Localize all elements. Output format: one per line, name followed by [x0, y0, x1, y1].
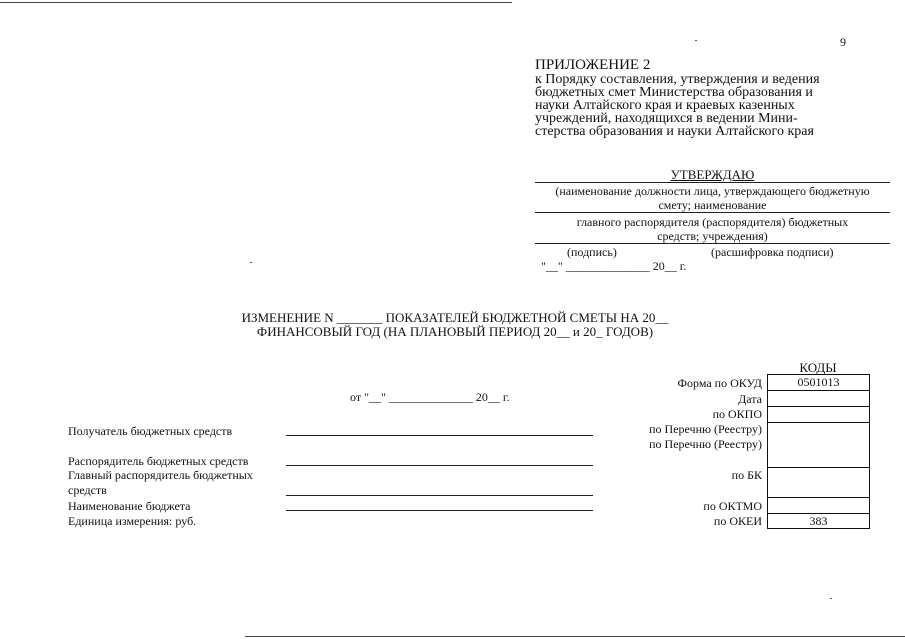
- appendix-line: к Порядку составления, утверждения и ведения: [535, 72, 820, 87]
- approval-caption: главного распорядителя (распорядителя) бюджетных: [576, 215, 849, 229]
- approval-rule: [535, 243, 890, 244]
- approval-rule: [535, 212, 890, 213]
- label-oktmo: по ОКТМО: [703, 499, 762, 513]
- label-recipient: Получатель бюджетных средств: [68, 424, 233, 438]
- approval-heading: УТВЕРЖДАЮ: [670, 167, 755, 182]
- approval-caption: средств; учреждения): [657, 229, 768, 243]
- appendix-title: ПРИЛОЖЕНИЕ 2: [535, 57, 651, 73]
- form-title-line1: ИЗМЕНЕНИЕ N _______ ПОКАЗАТЕЛЕЙ БЮДЖЕТНОЙ СМЕТЫ НА 20__: [241, 310, 669, 325]
- label-date: Дата: [738, 392, 762, 406]
- bottom-edge-line: [245, 636, 905, 637]
- code-oktmo[interactable]: [767, 497, 870, 513]
- label-budget-name: Наименование бюджета: [68, 499, 191, 513]
- code-okpo[interactable]: [767, 406, 870, 422]
- scan-speck: [695, 40, 697, 41]
- label-chief-manager: Главный распорядитель бюджетных: [68, 468, 253, 482]
- label-okud: Форма по ОКУД: [677, 376, 762, 390]
- code-bk[interactable]: [767, 467, 870, 497]
- manager-field-line[interactable]: [286, 465, 593, 466]
- scan-speck: [830, 598, 832, 599]
- appendix-block: [535, 58, 855, 138]
- code-date[interactable]: [767, 390, 870, 406]
- label-registry-2: по Перечню (Реестру): [649, 437, 762, 451]
- code-registry[interactable]: [767, 422, 870, 467]
- signature-caption: (подпись): [567, 245, 617, 259]
- signature-decode-caption: (расшифровка подписи): [711, 245, 834, 259]
- recipient-field-line[interactable]: [286, 435, 593, 436]
- chief-manager-field-line[interactable]: [286, 495, 593, 496]
- code-okud[interactable]: 0501013: [767, 374, 870, 390]
- appendix-line: стерства образования и науки Алтайского края: [535, 124, 814, 139]
- label-manager: Распорядитель бюджетных средств: [68, 454, 249, 468]
- appendix-line: науки Алтайского края и краевых казенных: [535, 98, 795, 113]
- codes-title: КОДЫ: [799, 360, 837, 375]
- budget-name-field-line[interactable]: [286, 510, 593, 511]
- label-bk: по БК: [731, 468, 762, 482]
- approval-caption: (наименование должности лица, утверждающего бюджетную: [555, 184, 870, 198]
- top-edge-line: [0, 2, 512, 3]
- form-title-line2: ФИНАНСОВЫЙ ГОД (НА ПЛАНОВЫЙ ПЕРИОД 20__ и 20_ ГОДОВ): [256, 324, 654, 339]
- code-okei[interactable]: 383: [767, 513, 870, 529]
- label-unit: Единица измерения: руб.: [68, 514, 197, 528]
- page-number: 9: [840, 35, 846, 49]
- label-chief-manager-2: средств: [68, 483, 107, 497]
- appendix-line: учреждений, находящихся в ведении Мини-: [535, 111, 798, 126]
- from-date: от "__" ______________ 20__ г.: [350, 390, 510, 404]
- approval-date: "__" ______________ 20__ г.: [541, 259, 687, 273]
- appendix-line: бюджетных смет Министерства образования и: [535, 85, 813, 100]
- approval-caption: смету; наименование: [658, 198, 767, 212]
- label-okpo: по ОКПО: [712, 407, 762, 421]
- label-registry: по Перечню (Реестру): [649, 422, 762, 436]
- approval-rule: [535, 182, 890, 183]
- scan-speck: [250, 262, 252, 263]
- label-okei: по ОКЕИ: [713, 514, 762, 528]
